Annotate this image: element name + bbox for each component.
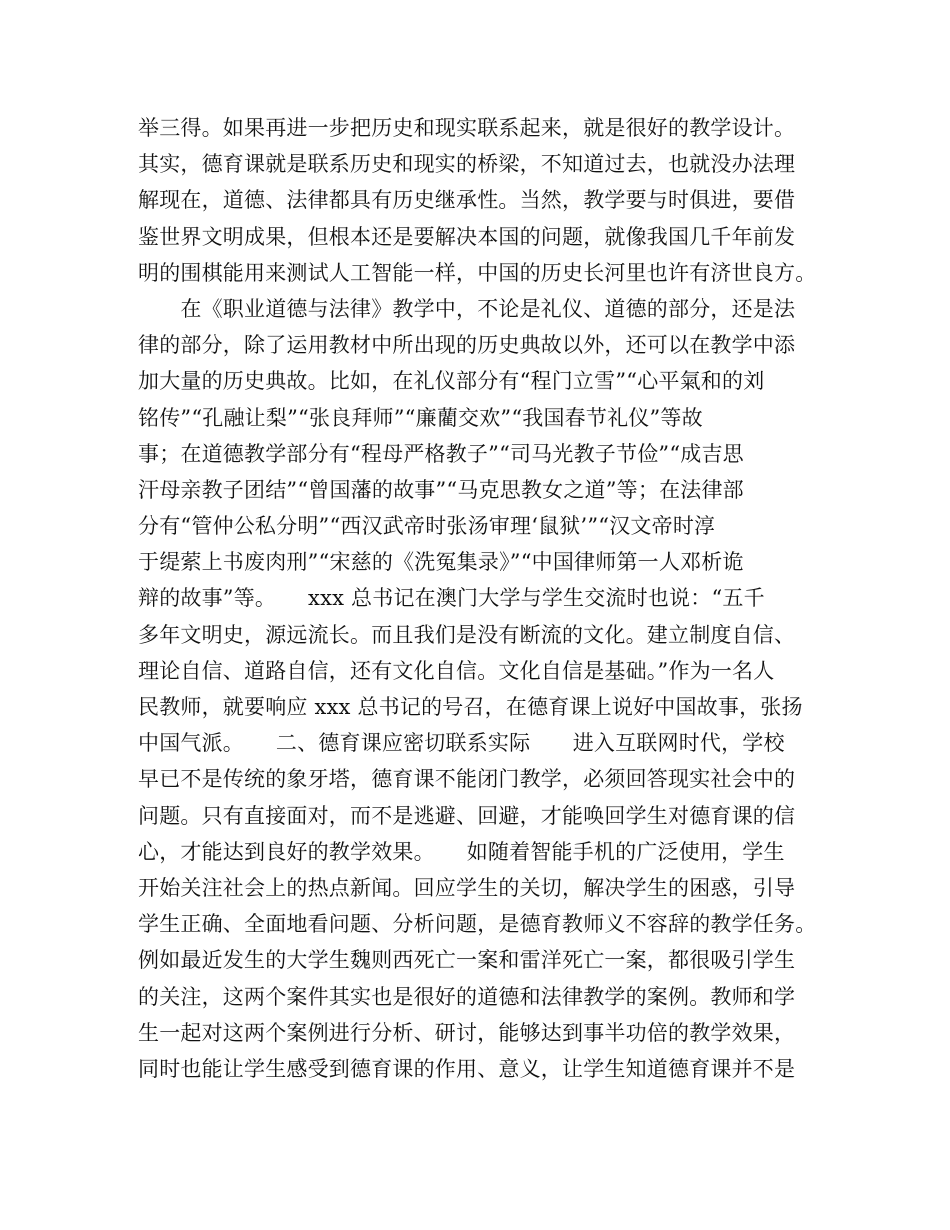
text-line: 多年文明史，源远流长。而且我们是没有断流的文化。建立制度自信、 bbox=[138, 622, 796, 647]
text-line: 举三得。如果再进一步把历史和现实联系起来，就是很好的教学设计。 bbox=[138, 116, 796, 140]
text-line: 事；在道德教学部分有“程母严格教子”“司马光教子节俭”“成吉思 bbox=[138, 441, 744, 466]
text-line: 辩的故事”等。 xxx 总书记在澳门大学与学生交流时也说：“五千 bbox=[138, 586, 765, 611]
text-line: 的关注，这两个案件其实也是很好的道德和法律教学的案例。教师和学 bbox=[138, 984, 796, 1009]
text-line: 汗母亲教子团结”“曾国藩的故事”“马克思教女之道”等；在法律部 bbox=[138, 477, 744, 502]
text-line: 中国气派。 二、德育课应密切联系实际 进入互联网时代，学校 bbox=[138, 731, 785, 756]
text-line: 明的围棋能用来测试人工智能一样，中国的历史长河里也许有济世良方。 bbox=[138, 260, 817, 285]
text-line: 铭传”“孔融让梨”“张良拜师”“廉藺交欢”“我国春节礼仪”等故 bbox=[138, 405, 703, 430]
text-line: 鉴世界文明成果，但根本还是要解决本国的问题，就像我国几千年前发 bbox=[138, 224, 796, 249]
body-text bbox=[138, 110, 838, 1087]
text-line: 早已不是传统的象牙塔，德育课不能闭门教学，必须回答现实社会中的 bbox=[138, 767, 796, 792]
text-line: 解现在，道德、法律都具有历史继承性。当然，教学要与时俱进，要借 bbox=[138, 188, 796, 213]
text-line: 心，才能达到良好的教学效果。 如随着智能手机的广泛使用，学生 bbox=[138, 839, 785, 864]
text-line: 其实，德育课就是联系历史和现实的桥梁，不知道过去，也就没办法理 bbox=[138, 152, 796, 177]
text-line: 学生正确、全面地看问题、分析问题，是德育教师义不容辞的教学任务。 bbox=[138, 912, 817, 937]
text-line: 民教师，就要响应 xxx 总书记的号召，在德育课上说好中国故事，张扬 bbox=[138, 695, 803, 719]
text-line: 生一起对这两个案例进行分析、研讨，能够达到事半功倍的教学效果， bbox=[138, 1020, 796, 1045]
text-line: 于缇萦上书废肉刑”“宋慈的《洗冤集录》”“中国律师第一人邓析诡 bbox=[138, 550, 744, 575]
text-line: 分有“管仲公私分明”“西汉武帝时张汤审理‘鼠狱’”“汉文帝时淳 bbox=[138, 514, 716, 539]
text-line: 加大量的历史典故。比如，在礼仪部分有“程门立雪”“心平氣和的刘 bbox=[138, 369, 765, 394]
text-line: 问题。只有直接面对，而不是逃避、回避，才能唤回学生对德育课的信 bbox=[138, 803, 796, 828]
text-line: 同时也能让学生感受到德育课的作用、意义，让学生知道德育课并不是 bbox=[138, 1056, 796, 1081]
text-line: 理论自信、道路自信，还有文化自信。文化自信是基础。”作为一名人 bbox=[138, 658, 775, 683]
text-line: 开始关注社会上的热点新闻。回应学生的关切，解决学生的困惑，引导 bbox=[138, 875, 796, 900]
text-line: 律的部分，除了运用教材中所出现的历史典故以外，还可以在教学中添 bbox=[138, 333, 796, 358]
text-line: 例如最近发生的大学生魏则西死亡一案和雷洋死亡一案，都很吸引学生 bbox=[138, 948, 796, 973]
text-line: 在《职业道德与法律》教学中，不论是礼仪、道德的部分，还是法 bbox=[138, 296, 796, 321]
